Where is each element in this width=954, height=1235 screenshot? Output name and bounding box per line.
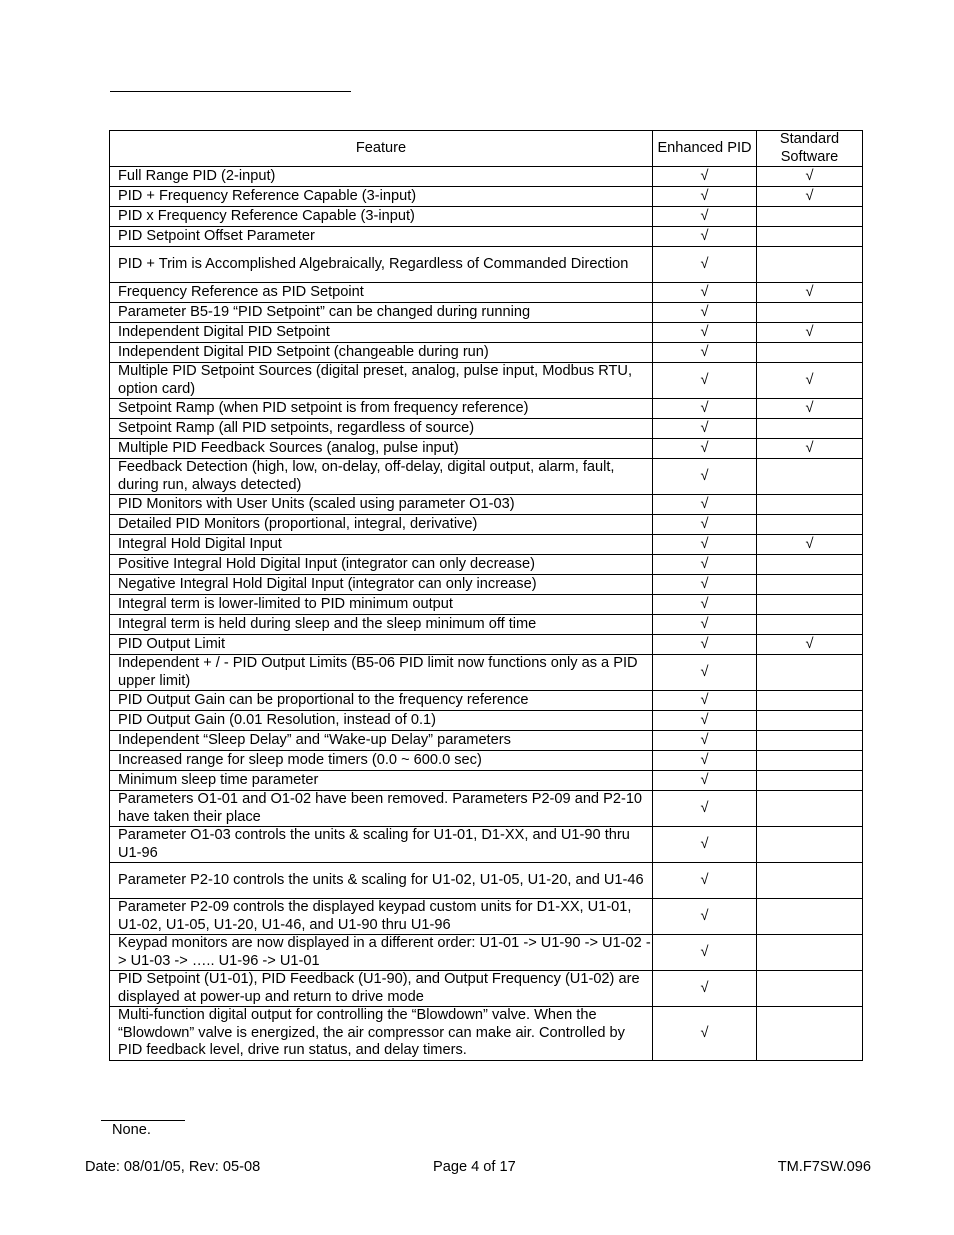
feature-cell: Detailed PID Monitors (proportional, integral, derivative) <box>110 515 653 535</box>
enhanced-check-cell <box>653 827 757 863</box>
standard-check-cell <box>757 419 863 439</box>
check-mark-icon: √ <box>700 555 709 572</box>
feature-cell: PID x Frequency Reference Capable (3-input) <box>110 207 653 227</box>
enhanced-check-cell <box>653 247 757 283</box>
table-row <box>110 615 863 635</box>
check-mark-icon: √ <box>700 167 709 184</box>
check-mark-icon: √ <box>700 635 709 652</box>
feature-cell: Independent Digital PID Setpoint <box>110 323 653 343</box>
enhanced-check-cell <box>653 863 757 899</box>
feature-cell: Parameters O1-01 and O1-02 have been removed. Parameters P2-09 and P2-10 have taken their place <box>110 791 653 827</box>
feature-cell: PID + Trim is Accomplished Algebraically, Regardless of Commanded Direction <box>110 247 653 283</box>
feature-comparison-table <box>109 130 863 1061</box>
feature-cell: Multi-function digital output for controlling the “Blowdown” valve. When the “Blowdown” valve is energized, the air compressor can make air. Controlled by PID feedback level, drive run status, and delay timers. <box>110 1007 653 1061</box>
enhanced-check-cell <box>653 771 757 791</box>
check-mark-icon: √ <box>700 943 709 960</box>
standard-check-cell <box>757 555 863 575</box>
feature-cell: Multiple PID Feedback Sources (analog, pulse input) <box>110 439 653 459</box>
feature-cell: Keypad monitors are now displayed in a different order: U1-01 -> U1-90 -> U1-02 -> U1-03 -> ….. U1-96 -> U1-01 <box>110 935 653 971</box>
check-mark-icon: √ <box>700 371 709 388</box>
header-standard-software: Standard Software <box>757 131 863 167</box>
table-row <box>110 935 863 971</box>
table-row <box>110 827 863 863</box>
feature-cell: Multiple PID Setpoint Sources (digital preset, analog, pulse input, Modbus RTU, option card) <box>110 363 653 399</box>
table-row <box>110 1007 863 1061</box>
check-mark-icon: √ <box>700 615 709 632</box>
enhanced-check-cell <box>653 899 757 935</box>
table-row <box>110 303 863 323</box>
standard-check-cell <box>757 751 863 771</box>
standard-check-cell <box>757 459 863 495</box>
table-row <box>110 711 863 731</box>
enhanced-check-cell <box>653 1007 757 1061</box>
feature-cell: PID Monitors with User Units (scaled using parameter O1-03) <box>110 495 653 515</box>
check-mark-icon: √ <box>805 371 814 388</box>
table-row <box>110 655 863 691</box>
check-mark-icon: √ <box>700 439 709 456</box>
feature-cell: Independent Digital PID Setpoint (changeable during run) <box>110 343 653 363</box>
footer-document-id: TM.F7SW.096 <box>777 1159 871 1175</box>
feature-cell: Independent + / - PID Output Limits (B5-06 PID limit now functions only as a PID upper limit) <box>110 655 653 691</box>
check-mark-icon: √ <box>700 799 709 816</box>
enhanced-check-cell <box>653 419 757 439</box>
table-row <box>110 187 863 207</box>
table-row <box>110 207 863 227</box>
standard-check-cell <box>757 495 863 515</box>
table-row <box>110 343 863 363</box>
table-row <box>110 419 863 439</box>
table-row <box>110 399 863 419</box>
standard-check-cell <box>757 863 863 899</box>
standard-check-cell <box>757 827 863 863</box>
check-mark-icon: √ <box>700 343 709 360</box>
standard-check-cell <box>757 771 863 791</box>
check-mark-icon: √ <box>700 515 709 532</box>
enhanced-check-cell <box>653 635 757 655</box>
feature-cell: Negative Integral Hold Digital Input (integrator can only increase) <box>110 575 653 595</box>
standard-check-cell <box>757 323 863 343</box>
table-row <box>110 555 863 575</box>
table-row <box>110 439 863 459</box>
standard-check-cell <box>757 1007 863 1061</box>
standard-check-cell <box>757 343 863 363</box>
standard-check-cell <box>757 167 863 187</box>
standard-check-cell <box>757 575 863 595</box>
feature-cell: Setpoint Ramp (when PID setpoint is from frequency reference) <box>110 399 653 419</box>
check-mark-icon: √ <box>700 771 709 788</box>
check-mark-icon: √ <box>700 187 709 204</box>
feature-cell: Full Range PID (2-input) <box>110 167 653 187</box>
table-row <box>110 535 863 555</box>
enhanced-check-cell <box>653 283 757 303</box>
check-mark-icon: √ <box>700 835 709 852</box>
enhanced-check-cell <box>653 343 757 363</box>
table-row <box>110 791 863 827</box>
feature-cell: Integral term is held during sleep and the sleep minimum off time <box>110 615 653 635</box>
table-row <box>110 323 863 343</box>
enhanced-check-cell <box>653 615 757 635</box>
standard-check-cell <box>757 595 863 615</box>
feature-cell: PID Setpoint Offset Parameter <box>110 227 653 247</box>
check-mark-icon: √ <box>700 207 709 224</box>
table-row <box>110 863 863 899</box>
feature-rows <box>110 167 863 1061</box>
enhanced-check-cell <box>653 731 757 751</box>
standard-check-cell <box>757 655 863 691</box>
enhanced-check-cell <box>653 323 757 343</box>
check-mark-icon: √ <box>805 535 814 552</box>
enhanced-check-cell <box>653 459 757 495</box>
feature-cell: Increased range for sleep mode timers (0.0 ~ 600.0 sec) <box>110 751 653 771</box>
enhanced-check-cell <box>653 167 757 187</box>
table-row <box>110 167 863 187</box>
table-row <box>110 731 863 751</box>
check-mark-icon: √ <box>700 283 709 300</box>
standard-check-cell <box>757 731 863 751</box>
check-mark-icon: √ <box>805 323 814 340</box>
feature-cell: PID Output Gain (0.01 Resolution, instead of 0.1) <box>110 711 653 731</box>
table-row <box>110 283 863 303</box>
table-row <box>110 575 863 595</box>
enhanced-check-cell <box>653 303 757 323</box>
feature-cell: PID Setpoint (U1-01), PID Feedback (U1-90), and Output Frequency (U1-02) are displayed at power-up and return to drive mode <box>110 971 653 1007</box>
standard-check-cell <box>757 187 863 207</box>
enhanced-check-cell <box>653 363 757 399</box>
enhanced-check-cell <box>653 207 757 227</box>
check-mark-icon: √ <box>700 255 709 272</box>
enhanced-check-cell <box>653 575 757 595</box>
check-mark-icon: √ <box>700 227 709 244</box>
standard-check-cell <box>757 711 863 731</box>
section-heading-rule <box>110 91 351 92</box>
standard-check-cell <box>757 935 863 971</box>
check-mark-icon: √ <box>700 303 709 320</box>
table-row <box>110 515 863 535</box>
footnote-text: None. <box>112 1122 151 1138</box>
check-mark-icon: √ <box>700 907 709 924</box>
check-mark-icon: √ <box>700 575 709 592</box>
check-mark-icon: √ <box>805 187 814 204</box>
check-mark-icon: √ <box>700 979 709 996</box>
standard-check-cell <box>757 535 863 555</box>
check-mark-icon: √ <box>700 495 709 512</box>
standard-check-cell <box>757 971 863 1007</box>
enhanced-check-cell <box>653 691 757 711</box>
standard-check-cell <box>757 615 863 635</box>
standard-check-cell <box>757 303 863 323</box>
feature-cell: Frequency Reference as PID Setpoint <box>110 283 653 303</box>
header-feature: Feature <box>110 131 653 167</box>
standard-check-cell <box>757 283 863 303</box>
enhanced-check-cell <box>653 655 757 691</box>
standard-check-cell <box>757 899 863 935</box>
table-row <box>110 635 863 655</box>
feature-cell: Integral Hold Digital Input <box>110 535 653 555</box>
header-enhanced-pid: Enhanced PID <box>653 131 757 167</box>
enhanced-check-cell <box>653 595 757 615</box>
table-header-row <box>110 131 863 167</box>
feature-cell: Feedback Detection (high, low, on-delay, off-delay, digital output, alarm, fault, during run, always detected) <box>110 459 653 495</box>
check-mark-icon: √ <box>700 595 709 612</box>
enhanced-check-cell <box>653 711 757 731</box>
check-mark-icon: √ <box>805 283 814 300</box>
check-mark-icon: √ <box>700 323 709 340</box>
enhanced-check-cell <box>653 439 757 459</box>
standard-check-cell <box>757 207 863 227</box>
standard-check-cell <box>757 363 863 399</box>
table-row <box>110 899 863 935</box>
footer-page-number: Page 4 of 17 <box>433 1159 516 1175</box>
check-mark-icon: √ <box>805 167 814 184</box>
table-row <box>110 363 863 399</box>
check-mark-icon: √ <box>700 691 709 708</box>
table-row <box>110 247 863 283</box>
feature-cell: Parameter B5-19 “PID Setpoint” can be changed during running <box>110 303 653 323</box>
table-row <box>110 771 863 791</box>
table-row <box>110 691 863 711</box>
enhanced-check-cell <box>653 187 757 207</box>
feature-cell: Integral term is lower-limited to PID minimum output <box>110 595 653 615</box>
check-mark-icon: √ <box>700 711 709 728</box>
enhanced-check-cell <box>653 495 757 515</box>
feature-cell: Parameter O1-03 controls the units & scaling for U1-01, D1-XX, and U1-90 thru U1-96 <box>110 827 653 863</box>
enhanced-check-cell <box>653 555 757 575</box>
feature-cell: Setpoint Ramp (all PID setpoints, regardless of source) <box>110 419 653 439</box>
check-mark-icon: √ <box>805 439 814 456</box>
enhanced-check-cell <box>653 227 757 247</box>
table-row <box>110 227 863 247</box>
table-row <box>110 971 863 1007</box>
check-mark-icon: √ <box>700 751 709 768</box>
table-row <box>110 459 863 495</box>
check-mark-icon: √ <box>805 635 814 652</box>
standard-check-cell <box>757 635 863 655</box>
check-mark-icon: √ <box>700 535 709 552</box>
table-row <box>110 595 863 615</box>
standard-check-cell <box>757 247 863 283</box>
check-mark-icon: √ <box>700 663 709 680</box>
feature-cell: PID + Frequency Reference Capable (3-input) <box>110 187 653 207</box>
enhanced-check-cell <box>653 751 757 771</box>
standard-check-cell <box>757 399 863 419</box>
feature-cell: PID Output Gain can be proportional to the frequency reference <box>110 691 653 711</box>
check-mark-icon: √ <box>700 731 709 748</box>
standard-check-cell <box>757 515 863 535</box>
enhanced-check-cell <box>653 791 757 827</box>
table-row <box>110 751 863 771</box>
standard-check-cell <box>757 439 863 459</box>
feature-cell: PID Output Limit <box>110 635 653 655</box>
feature-cell: Parameter P2-09 controls the displayed keypad custom units for D1-XX, U1-01, U1-02, U1-05, U1-20, U1-46, and U1-90 thru U1-96 <box>110 899 653 935</box>
check-mark-icon: √ <box>700 467 709 484</box>
enhanced-check-cell <box>653 935 757 971</box>
standard-check-cell <box>757 791 863 827</box>
footer-date-revision: Date: 08/01/05, Rev: 05-08 <box>85 1159 261 1175</box>
feature-cell: Independent “Sleep Delay” and “Wake-up Delay” parameters <box>110 731 653 751</box>
enhanced-check-cell <box>653 971 757 1007</box>
table-row <box>110 495 863 515</box>
footnote-rule <box>101 1120 185 1121</box>
feature-cell: Positive Integral Hold Digital Input (integrator can only decrease) <box>110 555 653 575</box>
enhanced-check-cell <box>653 515 757 535</box>
standard-check-cell <box>757 227 863 247</box>
check-mark-icon: √ <box>700 399 709 416</box>
check-mark-icon: √ <box>700 419 709 436</box>
check-mark-icon: √ <box>700 1024 709 1041</box>
check-mark-icon: √ <box>700 871 709 888</box>
enhanced-check-cell <box>653 535 757 555</box>
feature-cell: Minimum sleep time parameter <box>110 771 653 791</box>
enhanced-check-cell <box>653 399 757 419</box>
check-mark-icon: √ <box>805 399 814 416</box>
standard-check-cell <box>757 691 863 711</box>
feature-cell: Parameter P2-10 controls the units & scaling for U1-02, U1-05, U1-20, and U1-46 <box>110 863 653 899</box>
